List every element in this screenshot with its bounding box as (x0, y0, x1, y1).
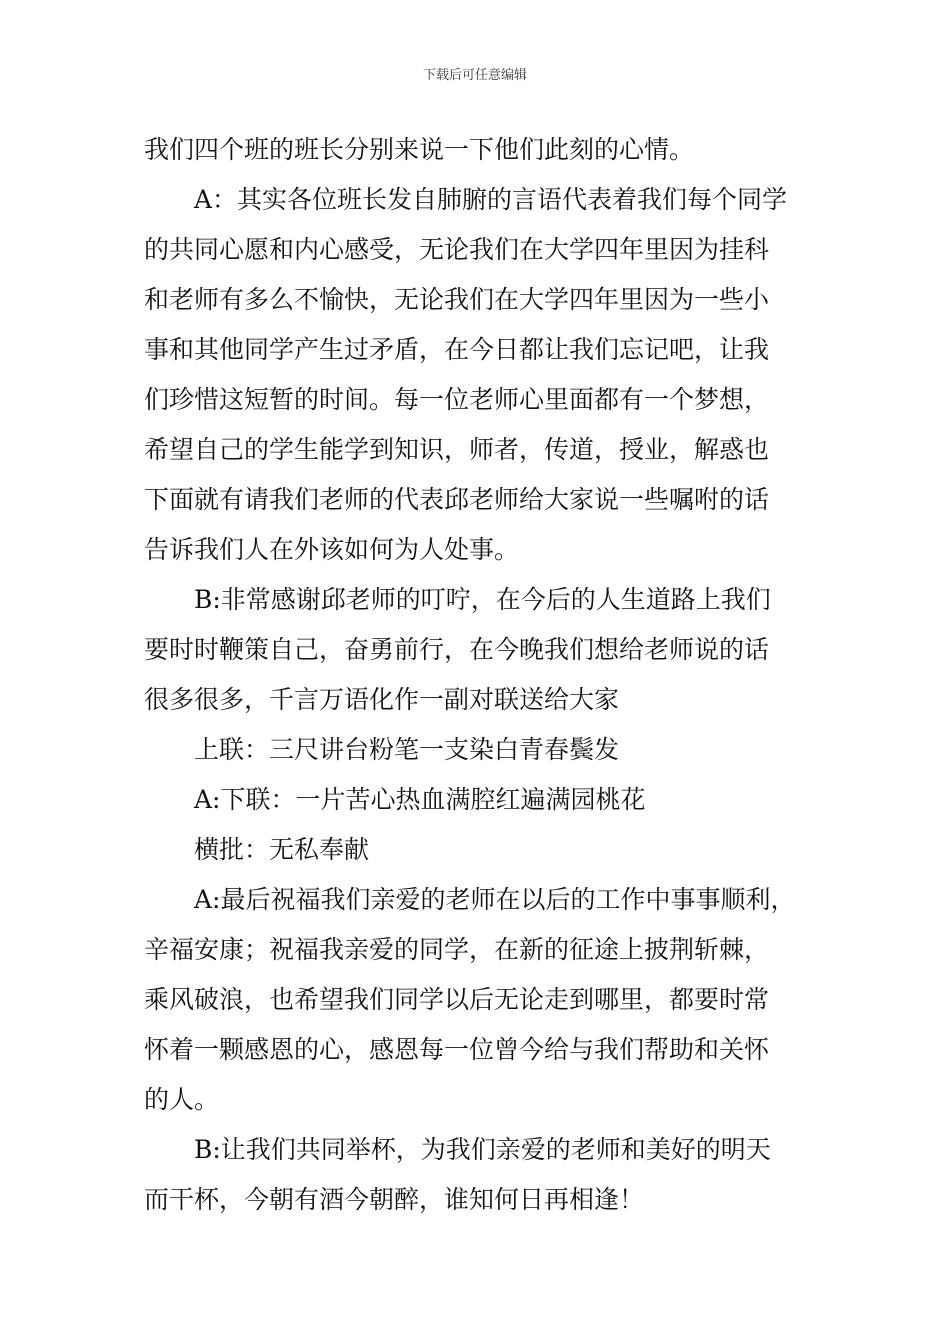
text-line: A:下联：一片苦心热血满腔红遍满园桃花 (194, 785, 646, 814)
text-line: 们珍惜这短暂的时间。每一位老师心里面都有一个梦想， (144, 385, 770, 414)
text-line: 怀着一颗感恩的心，感恩每一位曾今给与我们帮助和关怀 (144, 1035, 770, 1064)
text-line: 辛福安康；祝福我亲爱的同学，在新的征途上披荆斩棘， (144, 935, 770, 964)
text-line: 下面就有请我们老师的代表邱老师给大家说一些嘱咐的话 (144, 485, 770, 514)
text-line: 横批：无私奉献 (194, 835, 370, 864)
text-line: A：其实各位班长发自肺腑的言语代表着我们每个同学 (194, 185, 788, 214)
text-line: 而干杯，今朝有酒今朝醉，谁知何日再相逢！ (144, 1185, 645, 1214)
text-line: 希望自己的学生能学到知识，师者，传道，授业，解惑也 (144, 435, 770, 464)
text-line: 告诉我们人在外该如何为人处事。 (144, 535, 520, 564)
page-header: 下载后可任意编辑 (422, 68, 527, 83)
text-line: 的人。 (144, 1085, 220, 1114)
text-line: 上联：三尺讲台粉笔一支染白青春鬓发 (194, 735, 620, 764)
text-line: A:最后祝福我们亲爱的老师在以后的工作中事事顺利， (194, 885, 796, 914)
text-line: 很多很多，千言万语化作一副对联送给大家 (144, 685, 620, 714)
text-line: 和老师有多么不愉快，无论我们在大学四年里因为一些小 (144, 285, 770, 314)
text-line: 事和其他同学产生过矛盾，在今日都让我们忘记吧，让我 (144, 335, 770, 364)
text-line: B:让我们共同举杯，为我们亲爱的老师和美好的明天 (194, 1135, 771, 1164)
text-line: 的共同心愿和内心感受，无论我们在大学四年里因为挂科 (144, 235, 770, 264)
text-line: 要时时鞭策自己，奋勇前行，在今晚我们想给老师说的话 (144, 635, 770, 664)
text-line: 我们四个班的班长分别来说一下他们此刻的心情。 (144, 135, 695, 164)
text-line: 乘风破浪，也希望我们同学以后无论走到哪里，都要时常 (144, 985, 770, 1014)
text-line: B:非常感谢邱老师的叮咛，在今后的人生道路上我们 (194, 585, 771, 614)
